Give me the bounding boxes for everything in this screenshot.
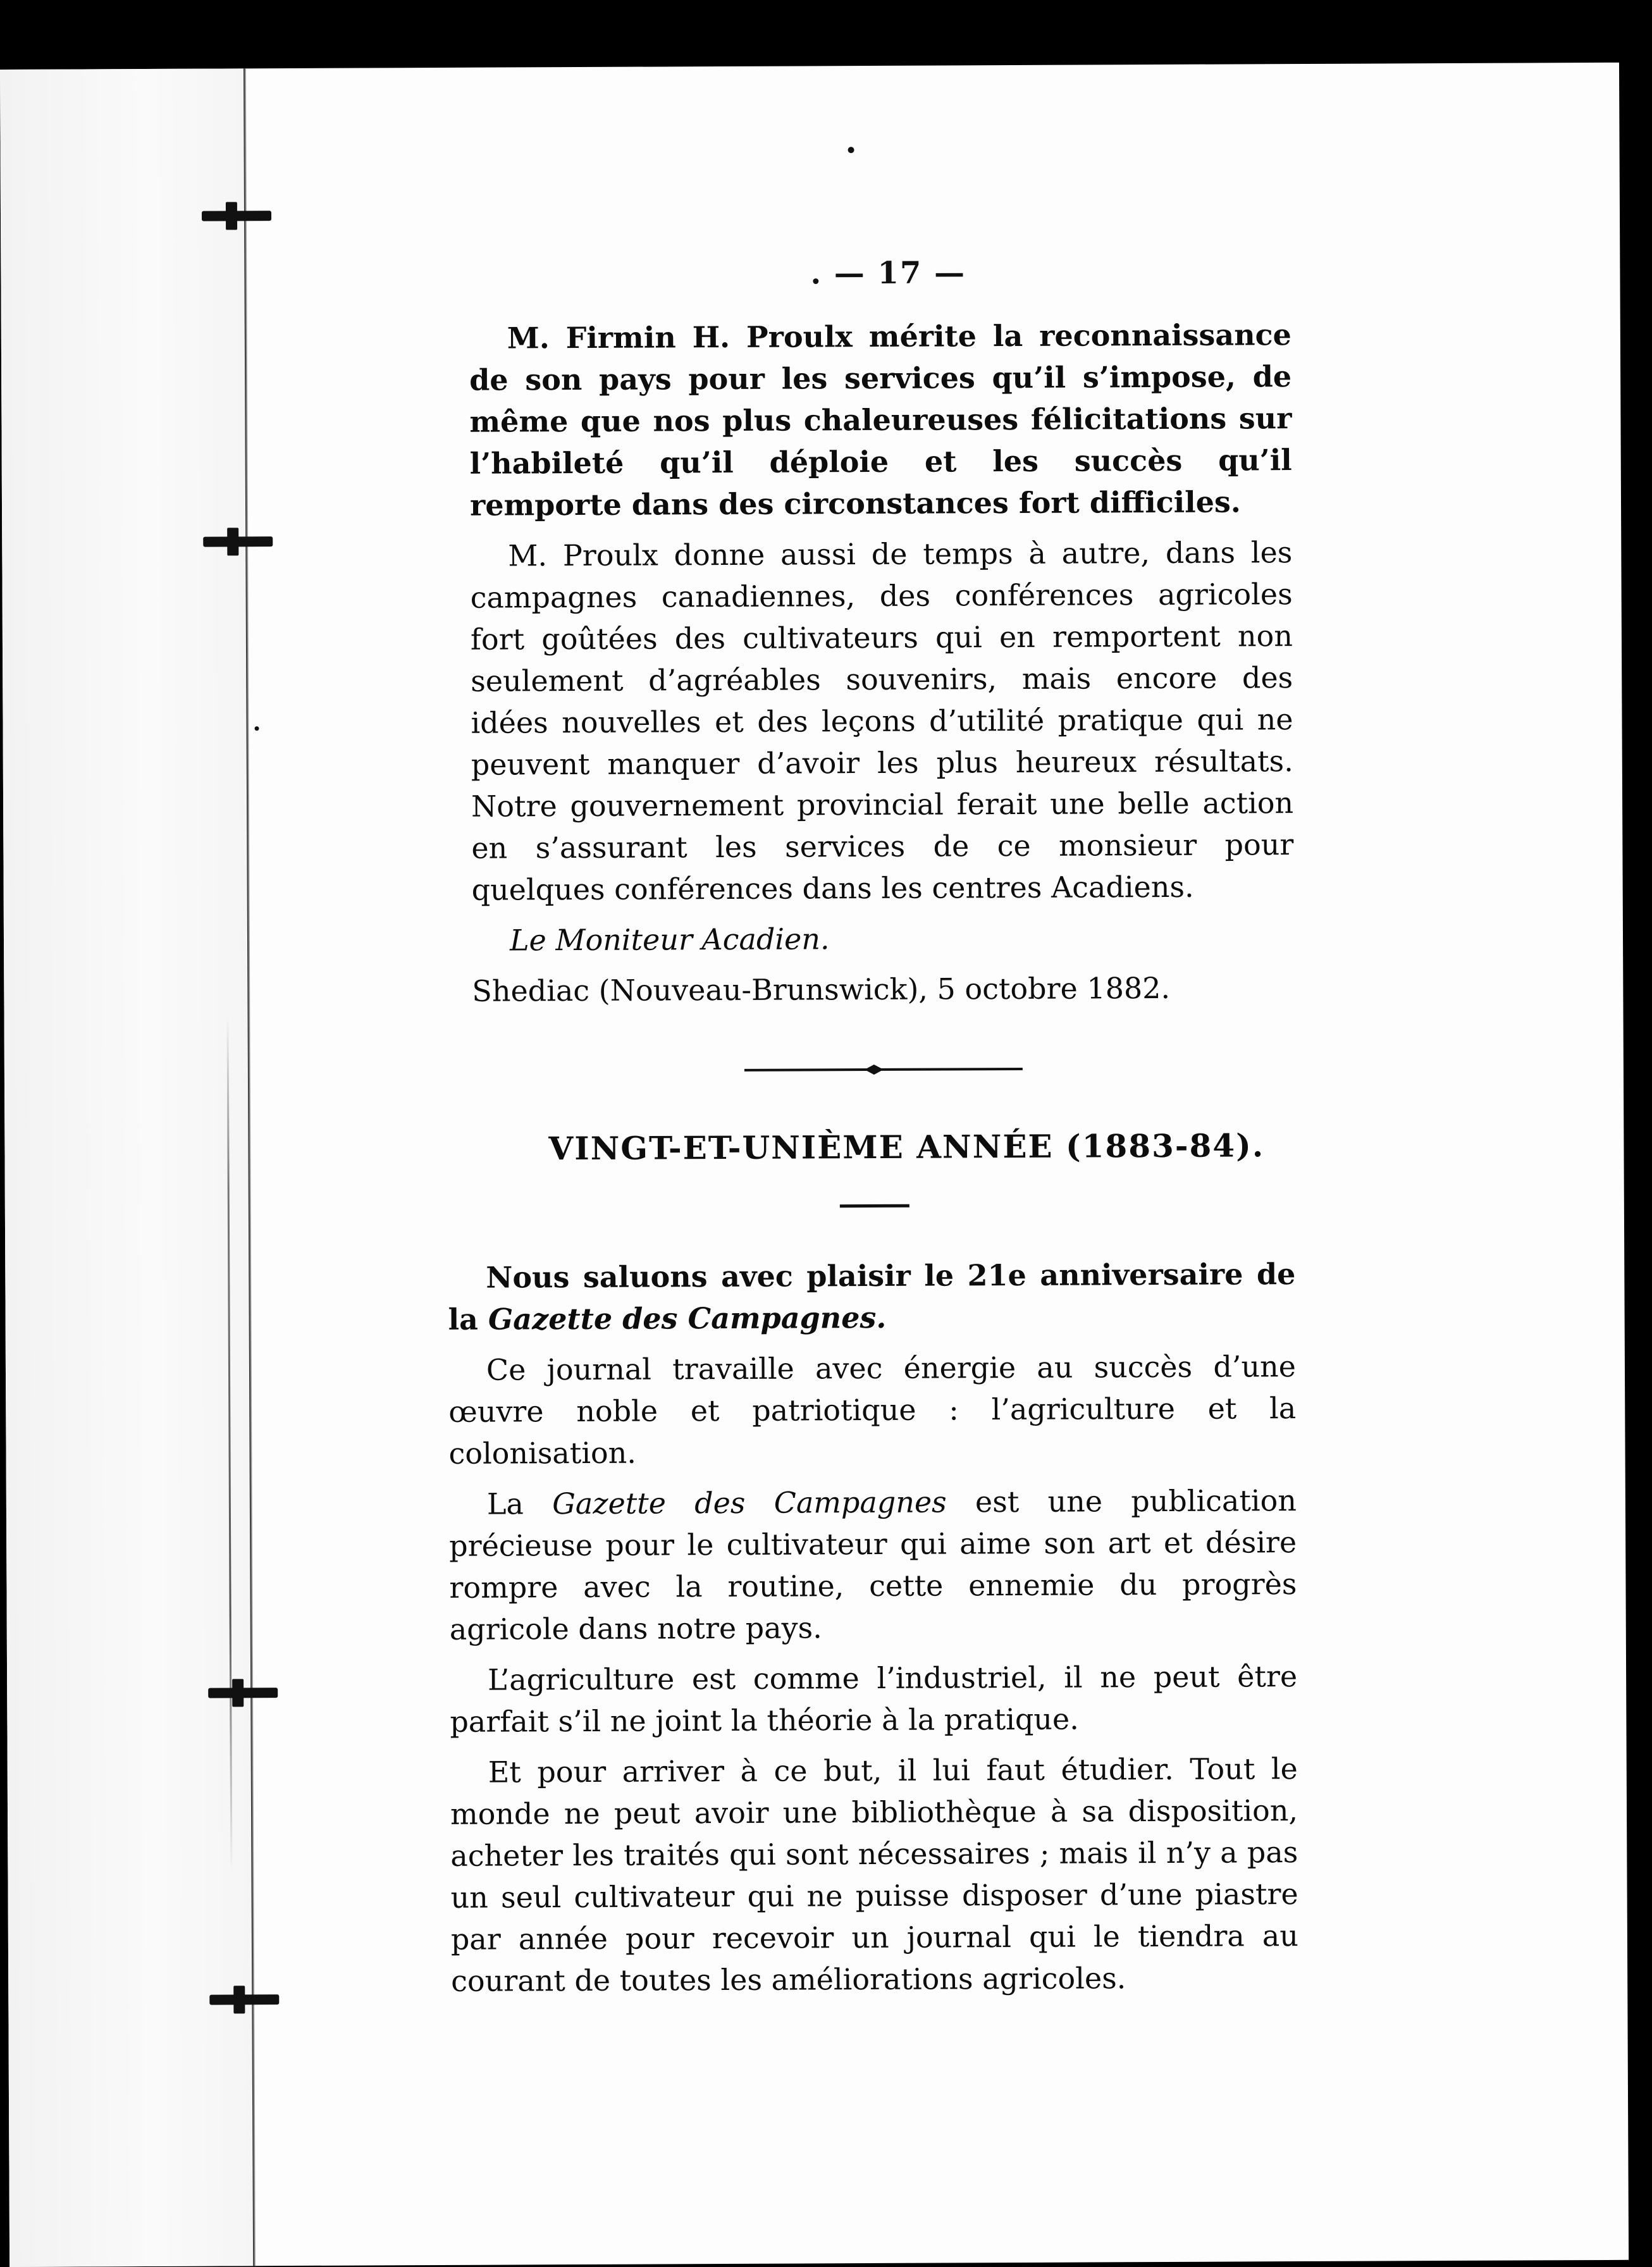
ink-speck [255,726,259,731]
paragraph: Et pour arriver à ce but, il lui faut étudier. Tout le monde ne peut avoir une bibliothèque à sa disposition, acheter les traités qui sont nécessaires ; mais il n’y a pas un seul cultivateur qui ne puisse disposer d’une piastre par année pour recevoir un journal qui le tiendra au courant de toutes les améliorations agricoles. [450,1751,1299,1998]
place-date: Shediac (Nouveau-Brunswick), 5 octobre 1882. [472,970,1171,1008]
section-ornament [744,1061,1023,1078]
paragraph: M. Proulx donne aussi de temps à autre, dans les campagnes canadiennes, des conférences agricoles fort goûtées des cultivateurs qui en remportent non seulement d’agréables souvenirs, mais encore des idées nouvelles et des leçons d’utilité pratique qui ne peuvent manquer d’avoir les plus heureux résultats. Notre gouvernement provincial ferait une belle action en s’assurant les services de ce monsieur pour quelques conférences dans les centres Acadiens. [470,535,1294,907]
ink-speck [848,147,854,153]
text-run: Nous saluons avec plaisir le 21e anniversaire de la [448,1257,1296,1337]
text-run: La [486,1486,553,1521]
binding-staple [209,1994,279,2004]
paragraph: Ce journal travaille avec énergie au succès d’une œuvre noble et patriotique : l’agriculture et la colonisation. [448,1349,1297,1471]
first-section [469,314,1295,1021]
paragraph [448,1253,1296,1340]
page-number: . — 17 — [810,255,966,292]
binding-staple [203,536,273,547]
journal-title: Gazette des Campagnes. [488,1300,887,1337]
journal-title: Gazette des Campagnes [552,1485,947,1521]
signature: Le Moniteur Acadien. [509,922,830,958]
second-section [448,1253,1298,2011]
paragraph [449,1479,1297,1650]
binding-staple [208,1688,278,1698]
paragraph: L’agriculture est comme l’industriel, il ne peut être parfait s’il ne joint la théorie à la pratique. [450,1659,1298,1739]
short-rule [840,1204,909,1208]
text-run: est une publication précieuse pour le cultivateur qui aime son art et désire rompre avec la routine, cette ennemie du progrès agricole dans notre pays. [449,1483,1297,1646]
section-heading: VINGT-ET-UNIÈME ANNÉE (1883-84). [548,1127,1265,1168]
scanned-page [0,63,1629,2267]
binding-staple [202,211,271,221]
binding-margin [0,68,253,2267]
paragraph: M. Firmin H. Proulx mérite la reconnaissance de son pays pour les services qu’il s’impose, de même que nos plus chaleureuses félicitations sur l’habileté qu’il déploie et les succès qu’il remporte dans des circonstances fort difficiles. [469,318,1292,522]
